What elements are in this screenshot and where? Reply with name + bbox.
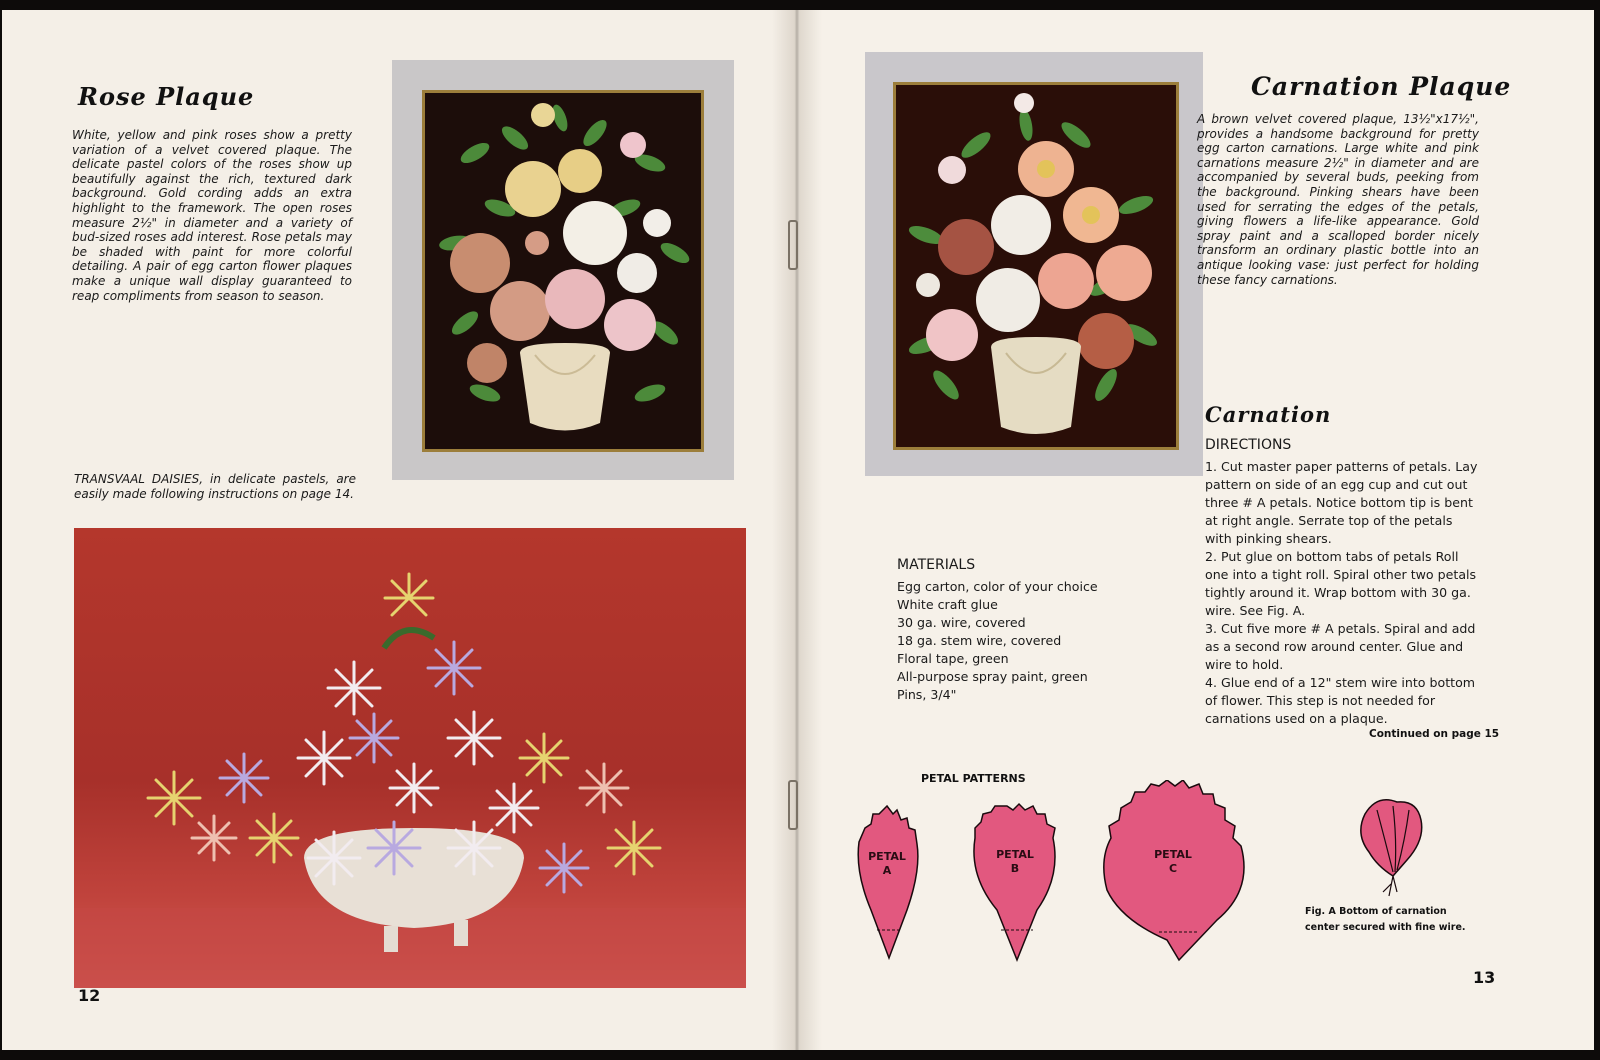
carnation-title: Carnation (1205, 402, 1332, 427)
petal-b (974, 804, 1055, 960)
petal-a (858, 806, 918, 958)
direction-step: 1. Cut master paper patterns of petals. Lay pattern on side of an egg cup and cut out three # A petals. Notice bottom tip is bent at right angle. Serrate top of the petals with pinking shears. (1205, 459, 1478, 546)
petal-c-letter: C (1168, 862, 1178, 875)
petal-patterns-heading: PETAL PATTERNS (921, 772, 1026, 785)
carnation-plaque-description: A brown velvet covered plaque, 13½"x17½", provides a handsome background for pretty egg carton carnations. Large white and pink carnations measure 2½" in diameter and are accompanied by several buds, peeking from the background. Pinking shears have been used for serrating the edges of the petals, giving flowers a life-like appearance. Gold spray paint and a scalloped border nicely transform an ordinary plastic bottle into an antique looking vase: just perfect for holding these fancy carnations. (1197, 112, 1479, 287)
rose-bouquet-illustration (425, 93, 701, 449)
material-item: Pins, 3/4" (897, 687, 957, 702)
petal-c (1104, 780, 1244, 960)
page-number-left: 12 (78, 986, 101, 1005)
petal-a-letter: A (882, 864, 892, 877)
petal-patterns-diagram (837, 780, 1557, 980)
petal-a-label: PETAL (868, 850, 906, 863)
booklet-spread (2, 10, 1594, 1050)
rose-plaque-title: Rose Plaque (78, 82, 255, 111)
right-page (797, 10, 1594, 1050)
fig-a-caption-line1: Fig. A Bottom of carnation (1305, 906, 1447, 917)
material-item: Floral tape, green (897, 651, 1009, 666)
materials-list (897, 578, 1157, 704)
rose-plaque-description: White, yellow and pink roses show a pretty variation of a velvet covered plaque. The delicate pastel colors of the roses show up beautifully against the rich, textured dark background. Gold cording adds an extra highlight to the framework. The open roses measure 2½" in diameter and a variety of bud-sized roses add interest. Rose petals may be shaded with paint for more colorful detailing. A pair of egg carton flower plaques make a unique wall display guaranteed to reap compliments from season to season. (72, 128, 352, 303)
rose-plaque-frame (422, 90, 704, 452)
materials-heading: MATERIALS (897, 557, 976, 573)
directions-list (1205, 458, 1483, 728)
directions-heading: DIRECTIONS (1205, 437, 1292, 453)
daisy-caption: TRANSVAAL DAISIES, in delicate pastels, are easily made following instructions on page 14. (74, 472, 356, 501)
petal-b-letter: B (1010, 862, 1020, 875)
direction-step: 3. Cut five more # A petals. Spiral and add as a second row around center. Glue and wire to hold. (1205, 621, 1476, 672)
rose-plaque-photo (392, 60, 734, 480)
book-gutter (772, 10, 822, 1050)
carnation-plaque-title: Carnation Plaque (1251, 72, 1512, 101)
material-item: 30 ga. wire, covered (897, 615, 1026, 630)
petal-c-label: PETAL (1154, 848, 1192, 861)
left-page (2, 10, 797, 1050)
petal-b-label: PETAL (996, 848, 1034, 861)
staple-top (788, 220, 798, 270)
material-item: Egg carton, color of your choice (897, 579, 1098, 594)
material-item: 18 ga. stem wire, covered (897, 633, 1062, 648)
transvaal-daisies-photo (74, 528, 746, 988)
material-item: White craft glue (897, 597, 998, 612)
carnation-bouquet-illustration (896, 85, 1176, 447)
carnation-plaque-photo (865, 52, 1203, 476)
material-item: All-purpose spray paint, green (897, 669, 1088, 684)
staple-bottom (788, 780, 798, 830)
carnation-plaque-frame (893, 82, 1179, 450)
daisy-arrangement-illustration (74, 528, 746, 988)
fig-a-caption-line2: center secured with fine wire. (1305, 922, 1466, 933)
page-number-right: 13 (1473, 968, 1496, 987)
fig-a-carnation-bud (1361, 800, 1422, 896)
direction-step: 2. Put glue on bottom tabs of petals Roll one into a tight roll. Spiral other two petals tightly around it. Wrap bottom with 30 ga. wire. See Fig. A. (1205, 549, 1477, 618)
direction-step: 4. Glue end of a 12" stem wire into bottom of flower. This step is not needed for carnations used on a plaque. (1205, 675, 1476, 726)
continued-note: Continued on page 15 (1369, 728, 1500, 740)
